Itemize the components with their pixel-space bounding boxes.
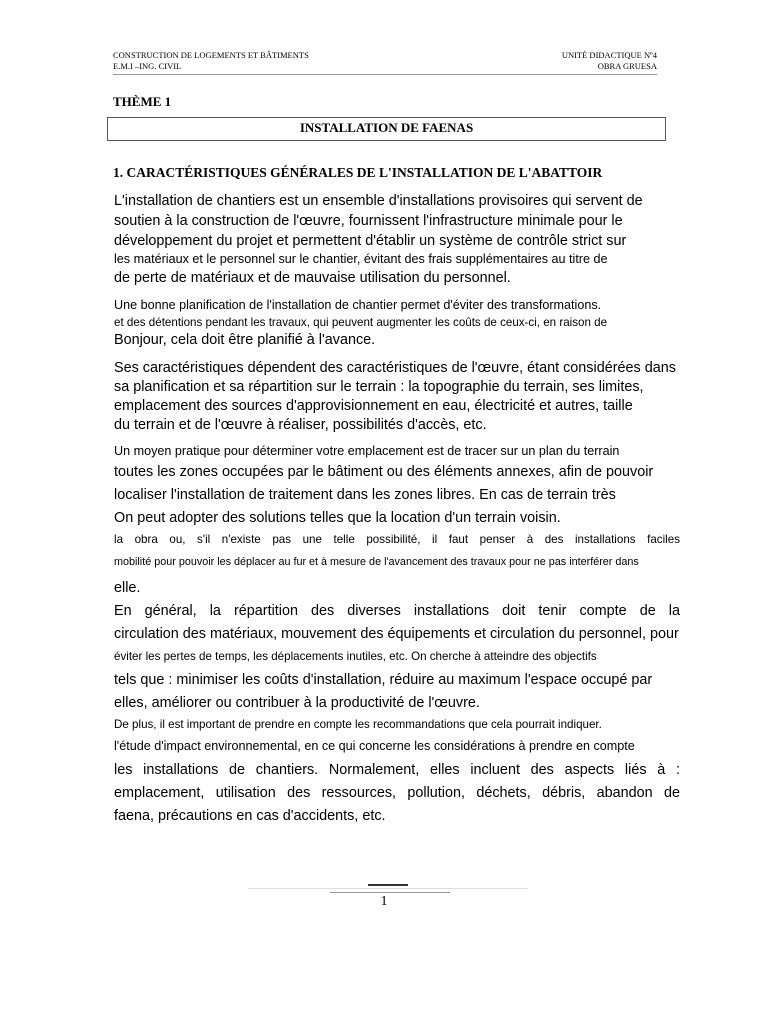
- text-line: emplacement des sources d'approvisionnement en eau, électricité et autres, taille: [114, 398, 633, 414]
- header-school: E.M.I –ING. CIVIL: [113, 61, 182, 71]
- text-line: tels que : minimiser les coûts d'installation, réduire au maximum l'espace occupé par: [114, 672, 653, 688]
- text-line: En général, la répartition des diverses installations doit tenir compte de la: [114, 603, 680, 619]
- text-line: localiser l'installation de traitement dans les zones libres. En cas de terrain très: [114, 487, 616, 503]
- page-header: [113, 50, 657, 75]
- text-line: Ses caractéristiques dépendent des caractéristiques de l'œuvre, étant considérées dans: [114, 360, 676, 376]
- text-line: mobilité pour pouvoir les déplacer au fur et à mesure de l'avancement des travaux pour ne pas interférer dans: [114, 556, 639, 568]
- text-line: et des détentions pendant les travaux, qui peuvent augmenter les coûts de ceux-ci, en raison de: [114, 316, 608, 329]
- text-line: les matériaux et le personnel sur le chantier, évitant des frais supplémentaires au titre de: [114, 252, 608, 266]
- text-line: développement du projet et permettent d'établir un système de contrôle strict sur: [114, 233, 627, 249]
- text-line: les installations de chantiers. Normalement, elles incluent des aspects liés à :: [114, 762, 680, 778]
- section-heading: 1. CARACTÉRISTIQUES GÉNÉRALES DE L'INSTALLATION DE L'ABATTOIR: [113, 165, 603, 180]
- text-line: toutes les zones occupées par le bâtiment ou des éléments annexes, afin de pouvoir: [114, 464, 654, 480]
- text-line: De plus, il est important de prendre en compte les recommandations que cela pourrait indiquer.: [114, 718, 602, 731]
- text-line: Bonjour, cela doit être planifié à l'avance.: [114, 332, 376, 348]
- header-unit: UNITÉ DIDACTIQUE Nº4: [561, 50, 657, 60]
- text-line: la obra ou, s'il n'existe pas une telle possibilité, il faut penser à des installations faciles: [114, 533, 680, 546]
- text-line: l'étude d'impact environnemental, en ce qui concerne les considérations à prendre en compte: [114, 739, 635, 753]
- text-line: éviter les pertes de temps, les déplacements inutiles, etc. On cherche à atteindre des objectifs: [114, 650, 597, 663]
- text-line: Un moyen pratique pour déterminer votre emplacement est de tracer sur un plan du terrain: [114, 444, 620, 458]
- text-line: du terrain et de l'œuvre à réaliser, possibilités d'accès, etc.: [114, 417, 487, 433]
- chapter-title: INSTALLATION DE FAENAS: [107, 117, 666, 141]
- text-line: sa planification et sa répartition sur le terrain : la topographie du terrain, ses limites,: [114, 379, 644, 395]
- header-topic: OBRA GRUESA: [597, 61, 657, 71]
- text-line: soutien à la construction de l'œuvre, fournissent l'infrastructure minimale pour le: [114, 213, 623, 229]
- document-body: [114, 191, 684, 828]
- footer-mark: [368, 884, 408, 886]
- text-line: L'installation de chantiers est un ensemble d'installations provisoires qui servent de: [114, 193, 643, 209]
- text-line: Une bonne planification de l'installation de chantier permet d'éviter des transformations.: [114, 298, 602, 312]
- text-line: elle.: [114, 580, 141, 596]
- header-course: CONSTRUCTION DE LOGEMENTS ET BÂTIMENTS: [113, 50, 309, 60]
- text-line: de perte de matériaux et de mauvaise utilisation du personnel.: [114, 270, 511, 286]
- text-line: On peut adopter des solutions telles que la location d'un terrain voisin.: [114, 510, 561, 526]
- text-line: circulation des matériaux, mouvement des équipements et circulation du personnel, pour: [114, 626, 679, 642]
- text-line: emplacement, utilisation des ressources, pollution, déchets, débris, abandon de: [114, 785, 680, 801]
- theme-label: THÈME 1: [113, 94, 172, 109]
- page-number: 1: [380, 894, 388, 909]
- text-line: faena, précautions en cas d'accidents, etc.: [114, 808, 386, 824]
- text-line: elles, améliorer ou contribuer à la productivité de l'œuvre.: [114, 695, 480, 711]
- footer-underline: [330, 892, 450, 893]
